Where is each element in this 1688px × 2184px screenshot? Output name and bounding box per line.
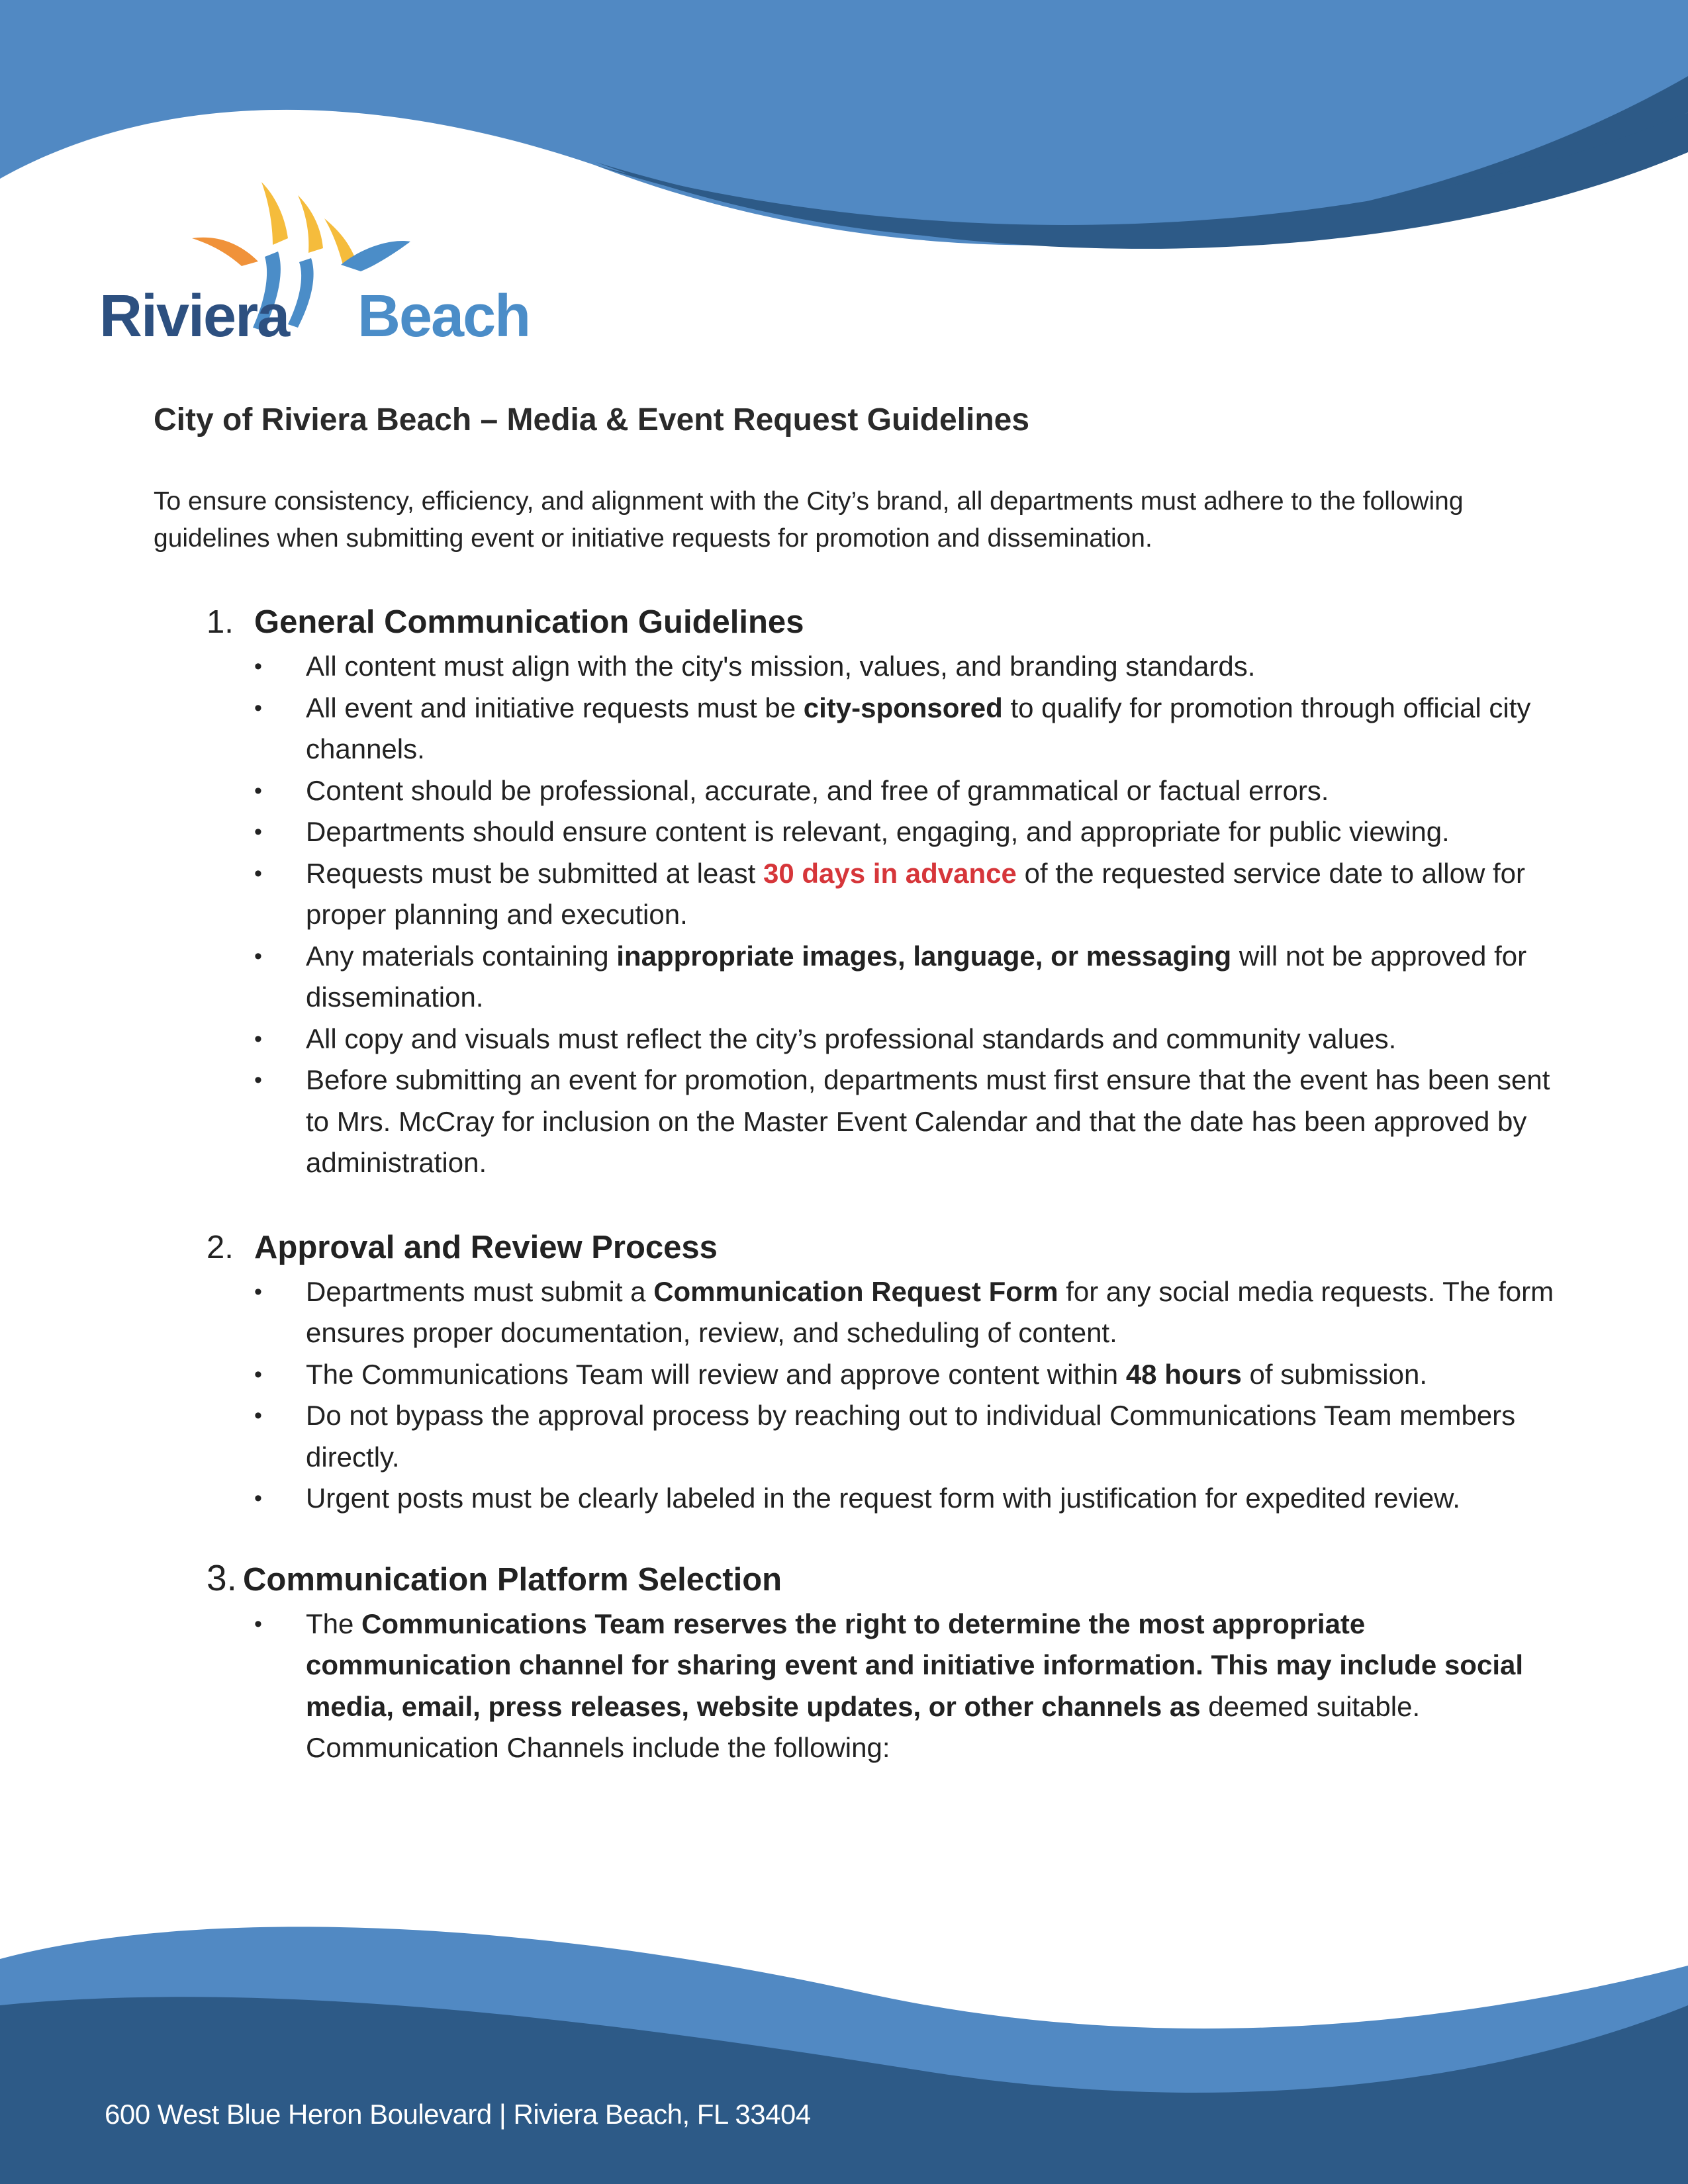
bullet-item: • Content should be professional, accurate, and free of grammatical or factual errors. [207, 770, 1577, 812]
bullet-item: • Departments must submit a Communication Request Form for any social media requests. The form ensures proper documentation, review, and scheduling of content. [207, 1271, 1577, 1354]
section-heading [207, 598, 1577, 646]
bullet-icon: • [254, 1026, 262, 1052]
logo-word-riviera: Riviera [99, 283, 289, 349]
intro-paragraph: To ensure consistency, efficiency, and alignment with the City’s brand, all departments must adhere to the following guidelines when submitting event or initiative requests for promotion and dissemination. [154, 487, 1464, 553]
emphasis-text: 48 hours [1125, 1358, 1242, 1390]
bullet-icon: • [254, 1068, 262, 1093]
bullet-item: • All copy and visuals must reflect the city’s professional standards and community values. [207, 1019, 1577, 1060]
section-general-communication [207, 598, 1577, 1184]
bullet-item: • All content must align with the city's mission, values, and branding standards. [207, 646, 1577, 688]
deadline-highlight: 30 days in advance [763, 857, 1017, 889]
emphasis-text: inappropriate images, language, or messaging [616, 940, 1232, 972]
bullet-icon: • [254, 1361, 262, 1387]
bullet-item: • All event and initiative requests must be city-sponsored to qualify for promotion through official city channels. [207, 688, 1577, 770]
emphasis-text: city-sponsored [803, 692, 1003, 723]
bullet-item: • Do not bypass the approval process by reaching out to individual Communications Team members directly. [207, 1395, 1577, 1478]
section-title: Communication Platform Selection [243, 1561, 782, 1598]
bullet-item: • The Communications Team reserves the right to determine the most appropriate communication channel for sharing event and initiative information. This may include social media, email, press releases, website updates, or other channels as deemed suitable. Communication Channels include the following: [207, 1604, 1577, 1769]
footer-address: 600 West Blue Heron Boulevard | Riviera Beach, FL 33404 [105, 2099, 811, 2130]
section-title: General Communication Guidelines [254, 604, 804, 640]
bullet-item: • Urgent posts must be clearly labeled in the request form with justification for expedited review. [207, 1478, 1577, 1520]
riviera-beach-logo [99, 179, 530, 351]
section-number: 2. [207, 1229, 234, 1265]
section-heading [207, 1554, 1577, 1604]
section-approval-review [207, 1224, 1577, 1520]
bullet-item: • Departments should ensure content is relevant, engaging, and appropriate for public viewing. [207, 811, 1577, 853]
bullet-item: • Requests must be submitted at least 30 days in advance of the requested service date to allow for proper planning and execution. [207, 853, 1577, 936]
bullet-icon: • [254, 1611, 262, 1637]
section-number: 1. [207, 604, 234, 640]
emphasis-text: Communications Team reserves the right to determine the most appropriate communication channel for sharing event and initiative information. This may include social media, email, press releases, website updates, or other channels as [306, 1608, 1524, 1722]
bullet-icon: • [254, 1279, 262, 1304]
bullet-item: • Before submitting an event for promotion, departments must first ensure that the event has been sent to Mrs. McCray for inclusion on the Master Event Calendar and that the date has been approved by administration. [207, 1060, 1577, 1184]
document-title: City of Riviera Beach – Media & Event Request Guidelines [154, 402, 1030, 437]
section-title: Approval and Review Process [254, 1229, 718, 1265]
bullet-icon: • [254, 778, 262, 803]
logo-word-beach: Beach [357, 283, 530, 349]
bullet-icon: • [254, 654, 262, 679]
section-number: 3. [207, 1557, 237, 1598]
bullet-icon: • [254, 943, 262, 969]
bullet-icon: • [254, 819, 262, 844]
footer-wave [0, 1919, 1688, 2184]
section-platform-selection [207, 1554, 1577, 1769]
document-body [154, 397, 1577, 1769]
bullet-icon: • [254, 1486, 262, 1511]
section-heading [207, 1224, 1577, 1271]
bullet-list [207, 646, 1577, 1184]
bullet-icon: • [254, 695, 262, 721]
bullet-item: • Any materials containing inappropriate images, language, or messaging will not be approved for dissemination. [207, 936, 1577, 1019]
bullet-list [207, 1604, 1577, 1769]
bullet-item: • The Communications Team will review and approve content within 48 hours of submission. [207, 1354, 1577, 1396]
bullet-list [207, 1271, 1577, 1520]
bullet-icon: • [254, 860, 262, 886]
emphasis-text: Communication Request Form [653, 1275, 1058, 1307]
bullet-icon: • [254, 1403, 262, 1428]
